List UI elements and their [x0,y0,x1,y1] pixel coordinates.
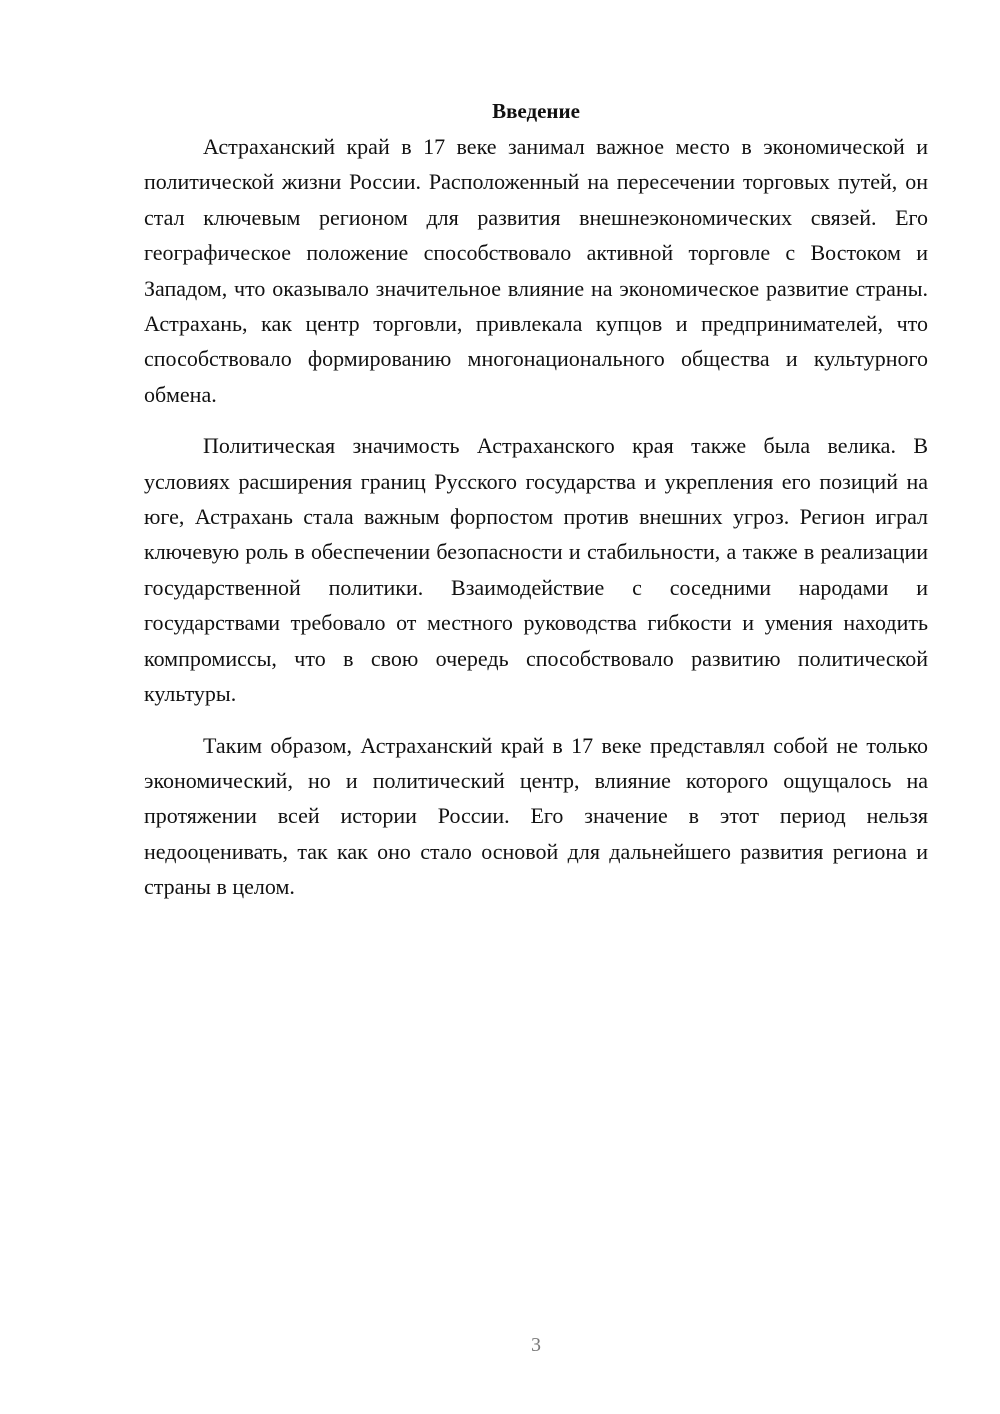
page-content [144,96,928,905]
page-number: 3 [531,1334,541,1356]
section-title: Введение [492,99,580,123]
paragraph-economic: Астраханский край в 17 веке занимал важное место в экономической и политической жизни России. Расположенный на пересечении торговых путей, он стал ключевым регионом для развития внешнеэкономических связей. Его географическое положение способствовало активной торговле с Востоком и Западом, что оказывало значительное влияние на экономическое развитие страны. Астрахань, как центр торговли, привлекала купцов и предпринимателей, что способствовало формированию многонационального общества и культурного обмена. [144,134,928,407]
paragraph-political: Политическая значимость Астраханского края также была велика. В условиях расширения границ Русского государства и укрепления его позиций на юге, Астрахань стала важным форпостом против внешних угроз. Регион играл ключевую роль в обеспечении безопасности и стабильности, а также в реализации государственной политики. Взаимодействие с соседними народами и государствами требовало от местного руководства гибкости и умения находить компромиссы, что в свою очередь способствовало развитию политической культуры. [144,433,928,707]
paragraph-conclusion: Таким образом, Астраханский край в 17 веке представлял собой не только экономический, но и политический центр, влияние которого ощущалось на протяжении всей истории России. Его значение в этот период нельзя недооценивать, так как оно стало основой для дальнейшего развития региона и страны в целом. [144,732,928,900]
